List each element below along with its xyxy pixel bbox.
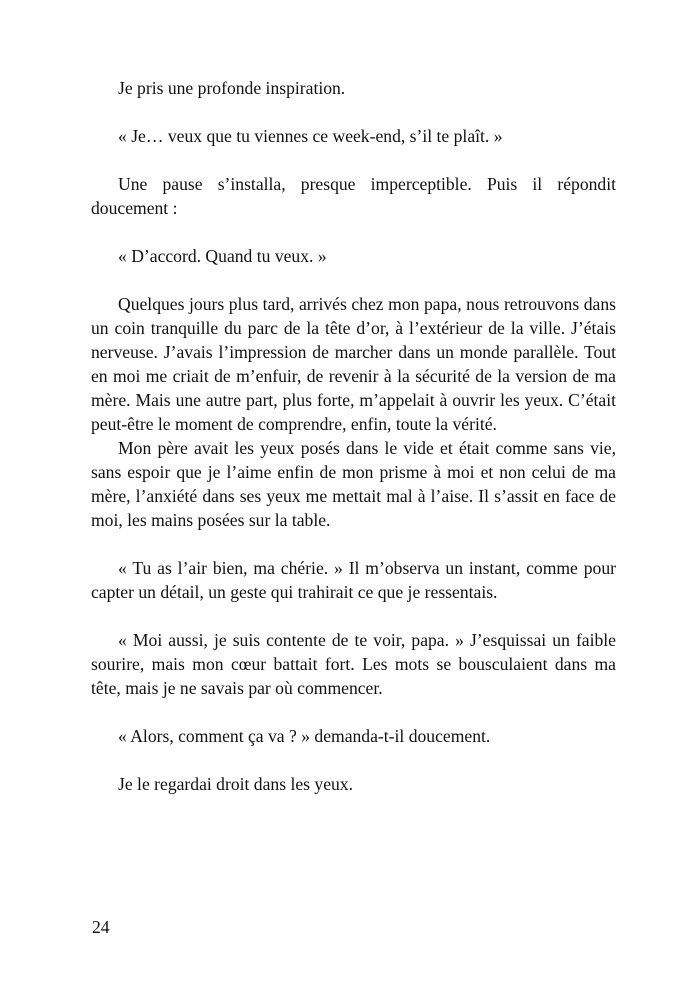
paragraph-8: « Moi aussi, je suis contente de te voir, papa. » J’esquissai un faible sourire, mais mon cœur battait fort. Les mots se bousculaient dans ma tête, mais je ne savais par où commencer. [91,630,616,698]
paragraph-6: Mon père avait les yeux posés dans le vide et était comme sans vie, sans espoir que je l’aime enfin de mon prisme à moi et non celui de ma mère, l’anxiété dans ses yeux me mettait mal à l’aise. Il s’assit en face de moi, les mains posées sur la table. [91,438,616,530]
paragraph-9: « Alors, comment ça va ? » demanda-t-il doucement. [118,726,491,746]
page-number: 24 [92,917,110,937]
paragraph-3: Une pause s’installa, presque imperceptible. Puis il répondit doucement : [91,174,616,218]
paragraph-4: « D’accord. Quand tu veux. » [118,246,327,266]
paragraph-10: Je le regardai droit dans les yeux. [118,774,353,794]
body-text [91,76,616,796]
paragraph-1: Je pris une profonde inspiration. [118,78,346,98]
paragraph-7: « Tu as l’air bien, ma chérie. » Il m’observa un instant, comme pour capter un détail, un geste qui trahirait ce que je ressentais. [91,558,616,602]
paragraph-2: « Je… veux que tu viennes ce week-end, s’il te plaît. » [118,126,503,146]
paragraph-5: Quelques jours plus tard, arrivés chez mon papa, nous retrouvons dans un coin tranquille du parc de la tête d’or, à l’extérieur de la ville. J’étais nerveuse. J’avais l’impression de marcher dans un monde parallèle. Tout en moi me criait de m’enfuir, de revenir à la sécurité de la version de ma mère. Mais une autre part, plus forte, m’appelait à ouvrir les yeux. C’était peut-être le moment de comprendre, enfin, toute la vérité. [91,294,616,434]
